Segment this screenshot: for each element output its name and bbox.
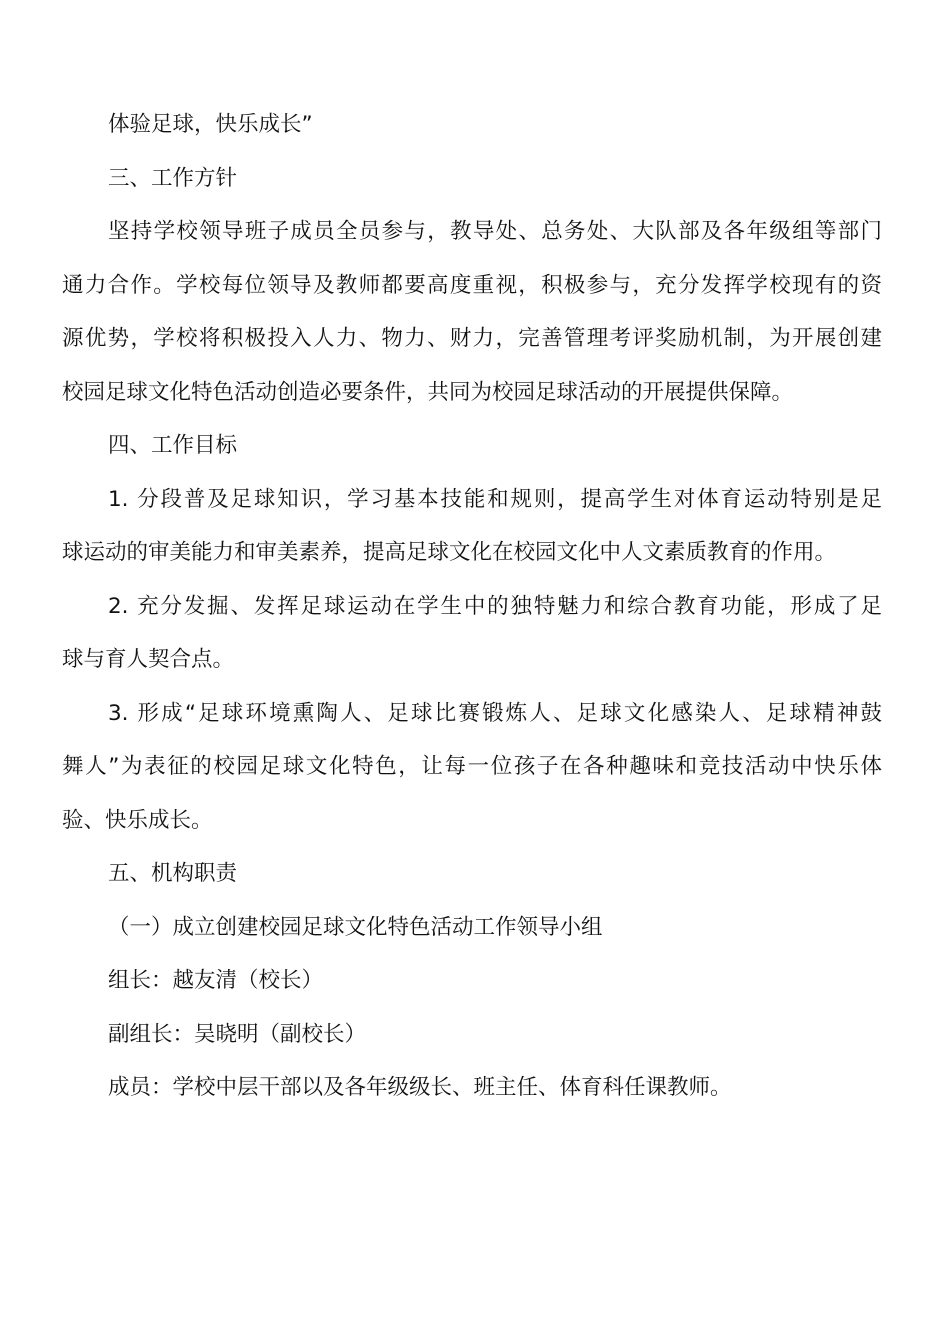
document-body: [62, 98, 882, 1115]
subsection-heading: （一）成立创建校园足球文化特色活动工作领导小组: [108, 914, 603, 940]
paragraph-line: 坚持学校领导班子成员全员参与，教导处、总务处、大队部及各年级组等部门: [108, 219, 882, 244]
list-item-line: 球运动的审美能力和审美素养，提高足球文化在校园文化中人文素质教育的作用。: [62, 540, 837, 565]
list-item-line: 3. 形成“足球环境熏陶人、足球比赛锻炼人、足球文化感染人、足球精神鼓: [108, 700, 882, 726]
section-heading: 四、工作目标: [108, 433, 238, 458]
list-item-line: 验、快乐成长。: [62, 807, 213, 833]
section-heading: 三、工作方针: [108, 165, 238, 191]
list-item-line: 舞人”为表征的校园足球文化特色，让每一位孩子在各种趣味和竞技活动中快乐体: [62, 754, 882, 779]
section-heading: 五、机构职责: [108, 861, 238, 886]
paragraph-line: 通力合作。学校每位领导及教师都要高度重视，积极参与，充分发挥学校现有的资: [62, 272, 882, 298]
paragraph-line: 源优势，学校将积极投入人力、物力、财力，完善管理考评奖励机制，为开展创建: [62, 326, 882, 351]
list-item-line: 1. 分段普及足球知识，学习基本技能和规则，提高学生对体育运动特别是足: [108, 486, 882, 512]
deputy-leader-line: 副组长：吴晓明（副校长）: [108, 1021, 367, 1047]
paragraph-line: 体验足球，快乐成长”: [108, 112, 313, 137]
paragraph-line: 校园足球文化特色活动创造必要条件，共同为校园足球活动的开展提供保障。: [62, 379, 794, 405]
leader-line: 组长：越友清（校长）: [108, 968, 324, 993]
list-item-line: 2. 充分发掘、发挥足球运动在学生中的独特魅力和综合教育功能，形成了足: [108, 593, 882, 619]
members-line: 成员：学校中层干部以及各年级级长、班主任、体育科任课教师。: [108, 1075, 732, 1100]
list-item-line: 球与育人契合点。: [62, 647, 235, 672]
